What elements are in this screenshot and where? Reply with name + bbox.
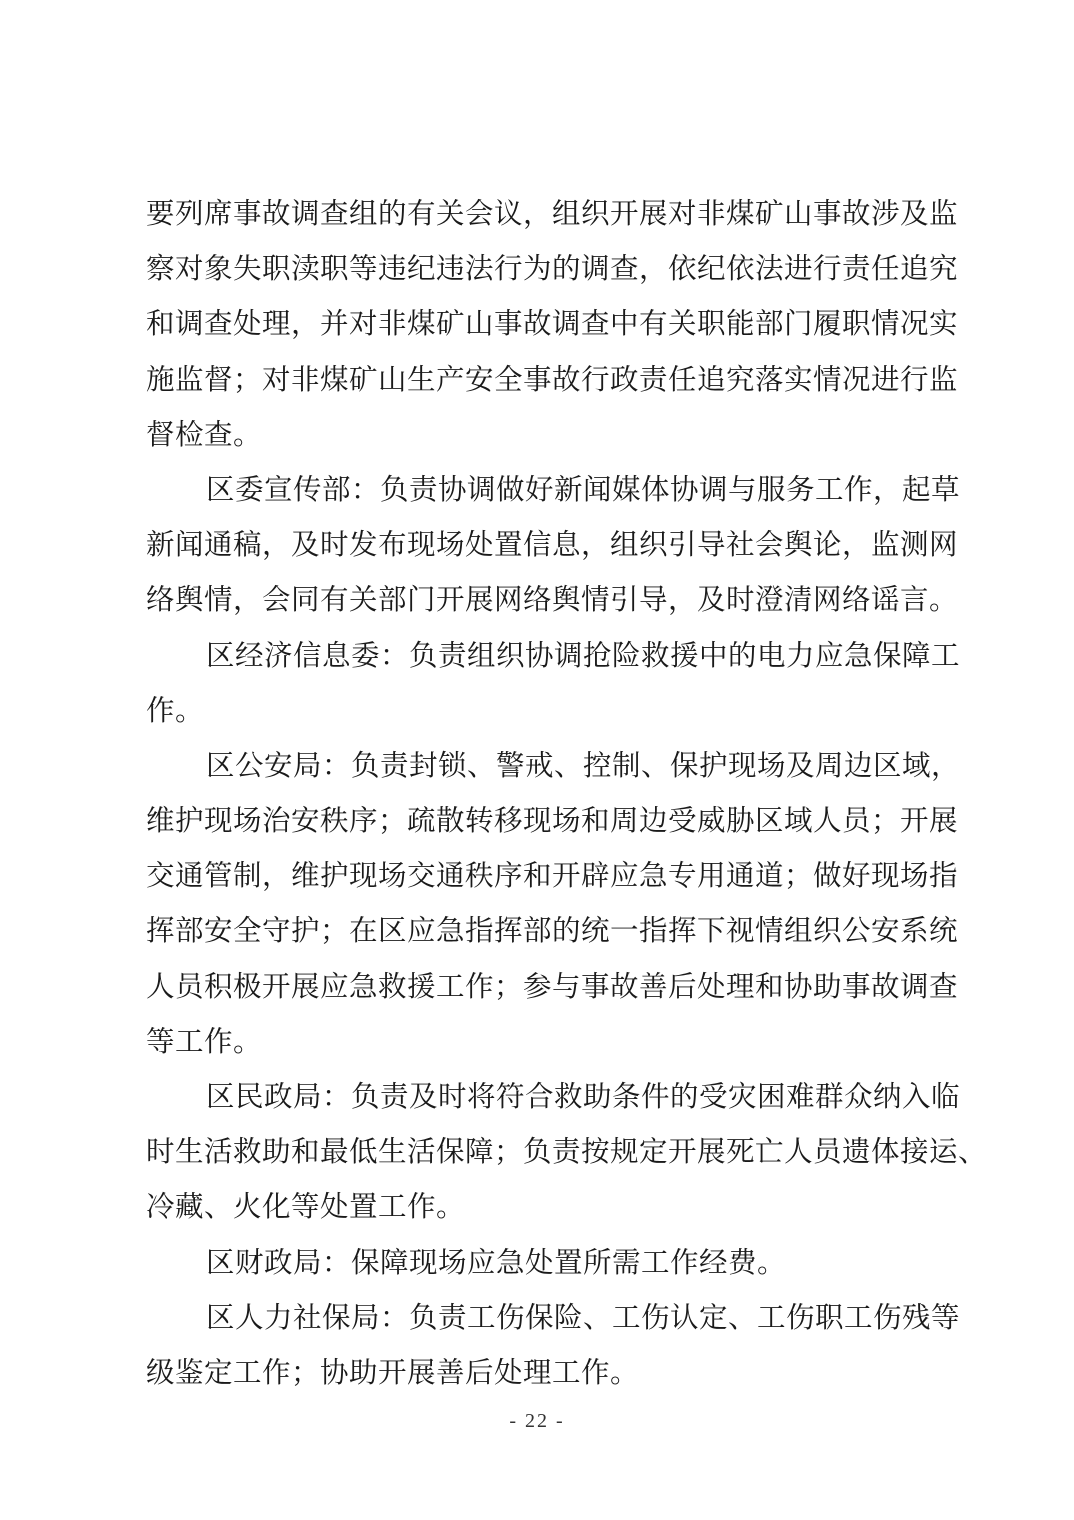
text-line: 级鉴定工作；协助开展善后处理工作。 bbox=[146, 1355, 640, 1389]
text-line: 人员积极开展应急救援工作；参与事故善后处理和协助事故调查 bbox=[146, 969, 959, 1003]
text-line: 施监督；对非煤矿山生产安全事故行政责任追究落实情况进行监 bbox=[146, 362, 959, 396]
paragraph-first-line: 区财政局：保障现场应急处置所需工作经费。 bbox=[206, 1245, 787, 1279]
text-line: 等工作。 bbox=[146, 1024, 263, 1058]
text-line: 挥部安全守护；在区应急指挥部的统一指挥下视情组织公安系统 bbox=[146, 914, 959, 948]
paragraph-first-line: 区民政局：负责及时将符合救助条件的受灾困难群众纳入临 bbox=[206, 1080, 961, 1113]
page-number: - 22 - bbox=[509, 1410, 565, 1432]
text-line: 作。 bbox=[146, 693, 205, 727]
paragraph-first-line: 区人力社保局：负责工伤保险、工伤认定、工伤职工伤残等 bbox=[206, 1300, 961, 1334]
paragraph-first-line: 区经济信息委：负责组织协调抢险救援中的电力应急保障工 bbox=[206, 638, 961, 672]
text-line: 督检查。 bbox=[146, 417, 263, 451]
text-line: 察对象失职渎职等违纪违法行为的调查，依纪依法进行责任追究 bbox=[146, 252, 959, 286]
text-line: 和调查处理，并对非煤矿山事故调查中有关职能部门履职情况实 bbox=[146, 307, 959, 341]
paragraph-first-line: 区公安局：负责封锁、警戒、控制、保护现场及周边区域， bbox=[206, 748, 961, 782]
paragraph-first-line: 区委宣传部：负责协调做好新闻媒体协调与服务工作，起草 bbox=[206, 472, 961, 506]
text-line: 要列席事故调查组的有关会议，组织开展对非煤矿山事故涉及监 bbox=[146, 197, 959, 230]
document-body bbox=[146, 186, 988, 1400]
text-line: 维护现场治安秩序；疏散转移现场和周边受威胁区域人员；开展 bbox=[146, 804, 959, 838]
text-line: 时生活救助和最低生活保障；负责按规定开展死亡人员遗体接运、 bbox=[146, 1135, 988, 1169]
text-line: 冷藏、火化等处置工作。 bbox=[146, 1190, 466, 1224]
text-line: 新闻通稿，及时发布现场处置信息，组织引导社会舆论，监测网 bbox=[146, 528, 959, 562]
text-line: 交通管制，维护现场交通秩序和开辟应急专用通道；做好现场指 bbox=[146, 859, 959, 893]
text-line: 络舆情，会同有关部门开展网络舆情引导，及时澄清网络谣言。 bbox=[146, 583, 959, 617]
